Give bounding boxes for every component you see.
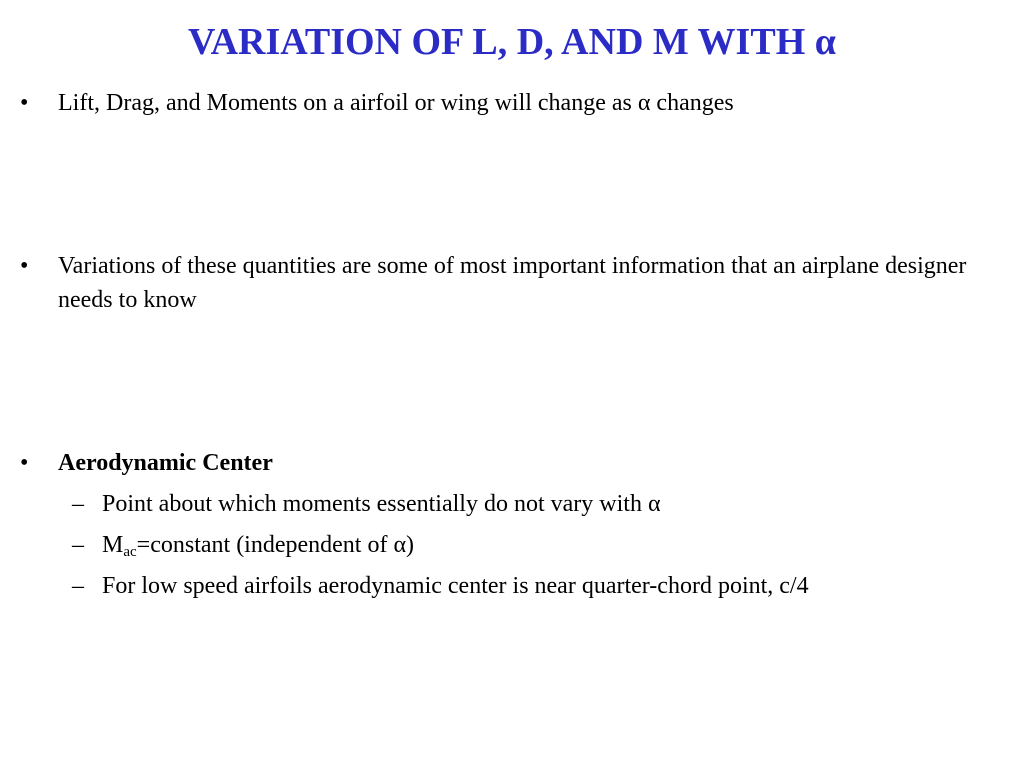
bullet-marker: • (20, 90, 29, 116)
bullet-aerodynamic-center (20, 446, 980, 480)
dash-marker: – (72, 573, 84, 599)
bullet-lift-drag-moments (20, 86, 980, 120)
subitem-moments-do-not-vary (72, 487, 992, 521)
mac-description: =constant (independent of α) (136, 532, 415, 558)
bullet-text: Variations of these quantities are some of most important information that an airplane designer needs to know (58, 253, 967, 313)
bullet-text: Lift, Drag, and Moments on a airfoil or wing will change as α changes (58, 90, 734, 116)
slide-title: VARIATION OF L, D, AND M WITH α (188, 21, 836, 63)
dash-marker: – (72, 532, 84, 558)
subitem-quarter-chord (72, 569, 992, 603)
subitem-mac-constant (72, 528, 992, 562)
bullet-variations (20, 249, 980, 317)
mac-subscript: ac (123, 544, 137, 560)
subitem-text (102, 528, 992, 562)
dash-marker: – (72, 491, 84, 517)
bullet-heading: Aerodynamic Center (58, 450, 273, 476)
subitem-text: For low speed airfoils aerodynamic center is near quarter-chord point, c/4 (102, 573, 809, 599)
mac-symbol: M (102, 532, 124, 558)
bullet-marker: • (20, 450, 29, 476)
subitem-text: Point about which moments essentially do not vary with α (102, 491, 661, 517)
bullet-marker: • (20, 253, 29, 279)
